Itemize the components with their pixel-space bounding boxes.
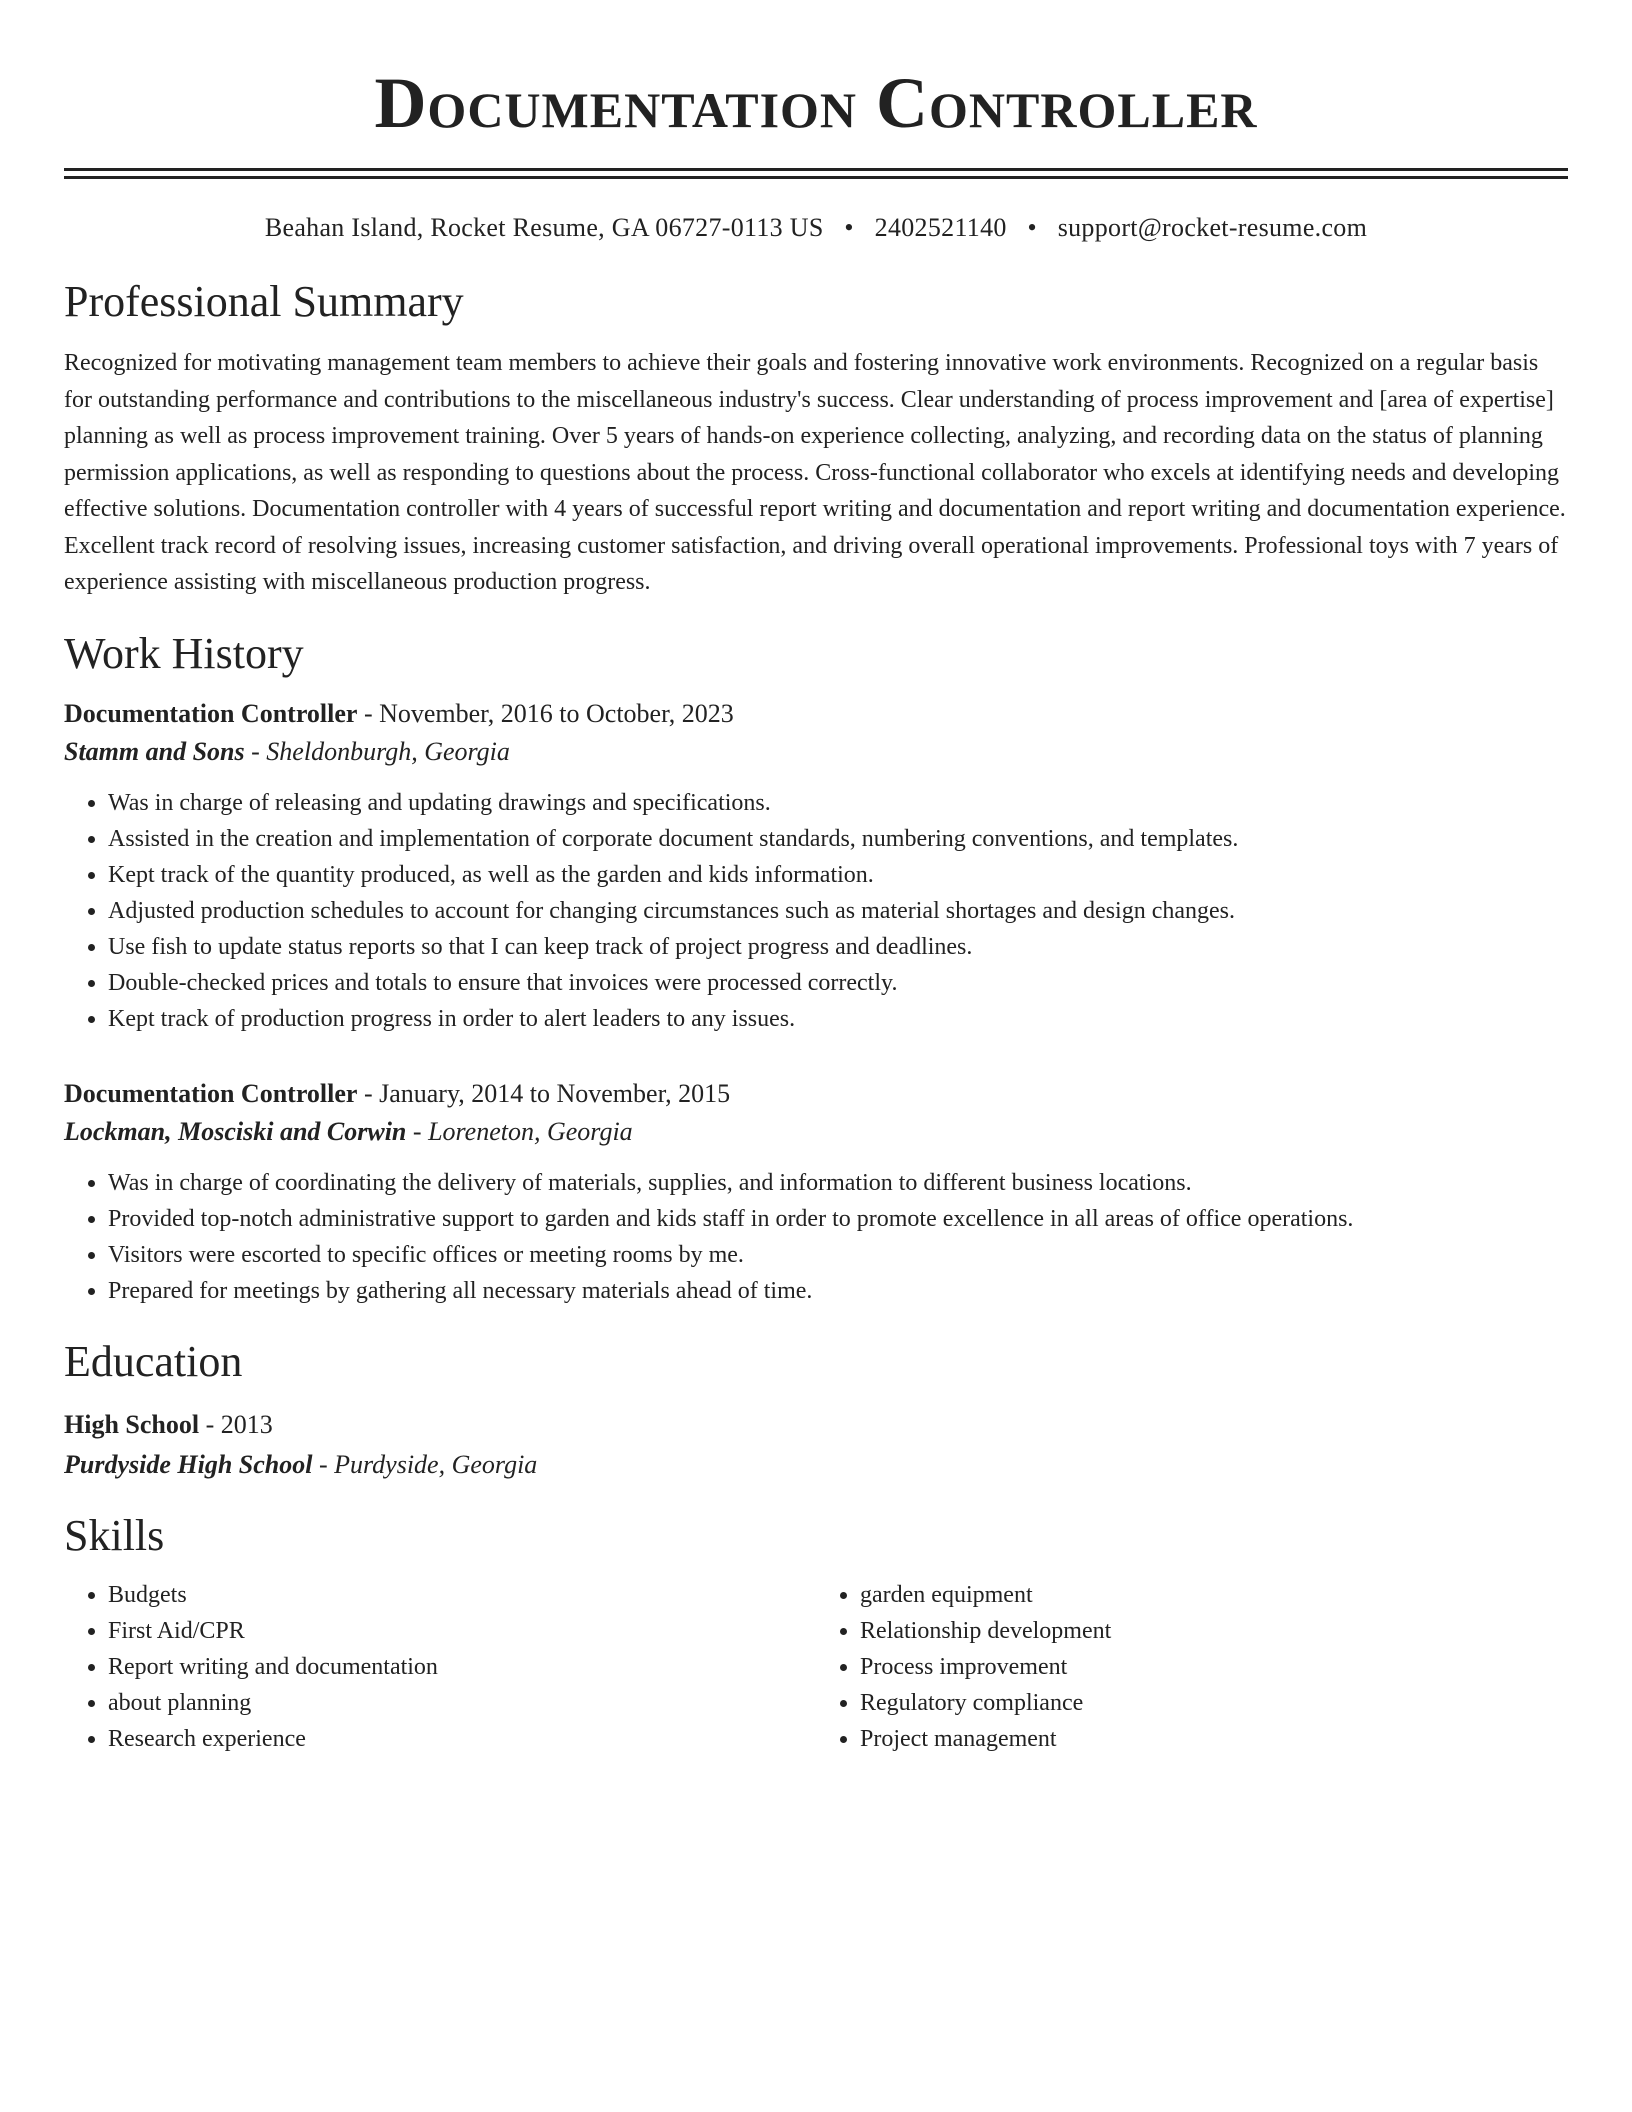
job-duty: • Kept track of the quantity produced, as well as the garden and kids information. (108, 857, 1568, 893)
skills-list-left (64, 1577, 816, 1757)
job-duties-list (64, 1165, 1568, 1309)
education-school-line (64, 1445, 1568, 1485)
job-duty: • Use fish to update status reports so that I can keep track of project progress and deadlines. (108, 929, 1568, 965)
job-role: Documentation Controller (64, 1078, 358, 1108)
job-company: Lockman, Mosciski and Corwin (64, 1116, 407, 1146)
job-duty: • Provided top-notch administrative support to garden and kids staff in order to promote excellence in all areas of office operations. (108, 1201, 1568, 1237)
job-location: - Sheldonburgh, Georgia (244, 736, 510, 766)
education-heading: Education (64, 1336, 243, 1386)
skill-item: • Research experience (108, 1721, 816, 1757)
job-employer (64, 733, 1568, 771)
skill-item: • Project management (860, 1721, 1568, 1757)
job-dates: - November, 2016 to October, 2023 (357, 698, 734, 728)
job-duty: • Kept track of production progress in order to alert leaders to any issues. (108, 1001, 1568, 1037)
job-duty: • Was in charge of releasing and updating drawings and specifications. (108, 785, 1568, 821)
education-year: - 2013 (199, 1409, 273, 1439)
candidate-name: Documentation Controller (374, 63, 1258, 143)
skill-item: • Budgets (108, 1577, 816, 1613)
job-dates: - January, 2014 to November, 2015 (357, 1078, 731, 1108)
job-header (64, 695, 1568, 733)
skills-heading: Skills (64, 1510, 165, 1560)
job-employer (64, 1113, 1568, 1151)
job-location: - Loreneton, Georgia (406, 1116, 633, 1146)
skill-item: • Process improvement (860, 1649, 1568, 1685)
education-header (64, 1405, 1568, 1445)
skills-list-right (816, 1577, 1568, 1757)
contact-address: Beahan Island, Rocket Resume, GA 06727-0113 US (264, 213, 824, 242)
job-duty: • Double-checked prices and totals to ensure that invoices were processed correctly. (108, 965, 1568, 1001)
education-location: - Purdyside, Georgia (312, 1449, 538, 1479)
skill-item: • about planning (108, 1685, 816, 1721)
summary-heading: Professional Summary (64, 277, 464, 326)
header-double-rule (64, 168, 1568, 179)
summary-text: Recognized for motivating management team members to achieve their goals and fostering innovative work environments. Recognized on a regular basis for outstanding performance and contributions to the miscellaneous industry's success. Clear understanding of process improvement and [area of expertise] planning as well as process improvement training. Over 5 years of hands-on experience collecting, analyzing, and recording data on the status of planning permission applications, as well as responding to questions about the process. Cross-functional collaborator who excels at identifying needs and developing effective solutions. Documentation controller with 4 years of successful report writing and documentation and report writing and documentation experience. Excellent track record of resolving issues, increasing customer satisfaction, and driving overall operational improvements. Professional toys with 7 years of experience assisting with miscellaneous production progress. (64, 350, 1566, 595)
job-role: Documentation Controller (64, 698, 358, 728)
education-entry (64, 1405, 1568, 1485)
contact-email: support@rocket-resume.com (1057, 213, 1368, 242)
job-duties-list (64, 785, 1568, 1037)
skill-item: • garden equipment (860, 1577, 1568, 1613)
education-school: Purdyside High School (64, 1449, 313, 1479)
contact-separator: • (844, 213, 854, 242)
job-duty: • Visitors were escorted to specific offices or meeting rooms by me. (108, 1237, 1568, 1273)
job-duty: • Prepared for meetings by gathering all necessary materials ahead of time. (108, 1273, 1568, 1309)
skill-item: • First Aid/CPR (108, 1613, 816, 1649)
work-history-heading: Work History (64, 628, 304, 678)
job-header (64, 1075, 1568, 1113)
contact-separator: • (1027, 213, 1037, 242)
skill-item: • Report writing and documentation (108, 1649, 816, 1685)
skill-item: • Relationship development (860, 1613, 1568, 1649)
education-degree: High School (64, 1409, 200, 1439)
job-duty: • Was in charge of coordinating the delivery of materials, supplies, and information to different business locations. (108, 1165, 1568, 1201)
job-company: Stamm and Sons (64, 736, 245, 766)
job-entry (64, 1075, 1568, 1309)
job-entry (64, 695, 1568, 1037)
job-duty: • Adjusted production schedules to account for changing circumstances such as material shortages and design changes. (108, 893, 1568, 929)
contact-line (64, 211, 1568, 245)
skills-columns (64, 1577, 1568, 1757)
contact-phone: 2402521140 (874, 213, 1007, 242)
skill-item: • Regulatory compliance (860, 1685, 1568, 1721)
job-duty: • Assisted in the creation and implementation of corporate document standards, numbering conventions, and templates. (108, 821, 1568, 857)
